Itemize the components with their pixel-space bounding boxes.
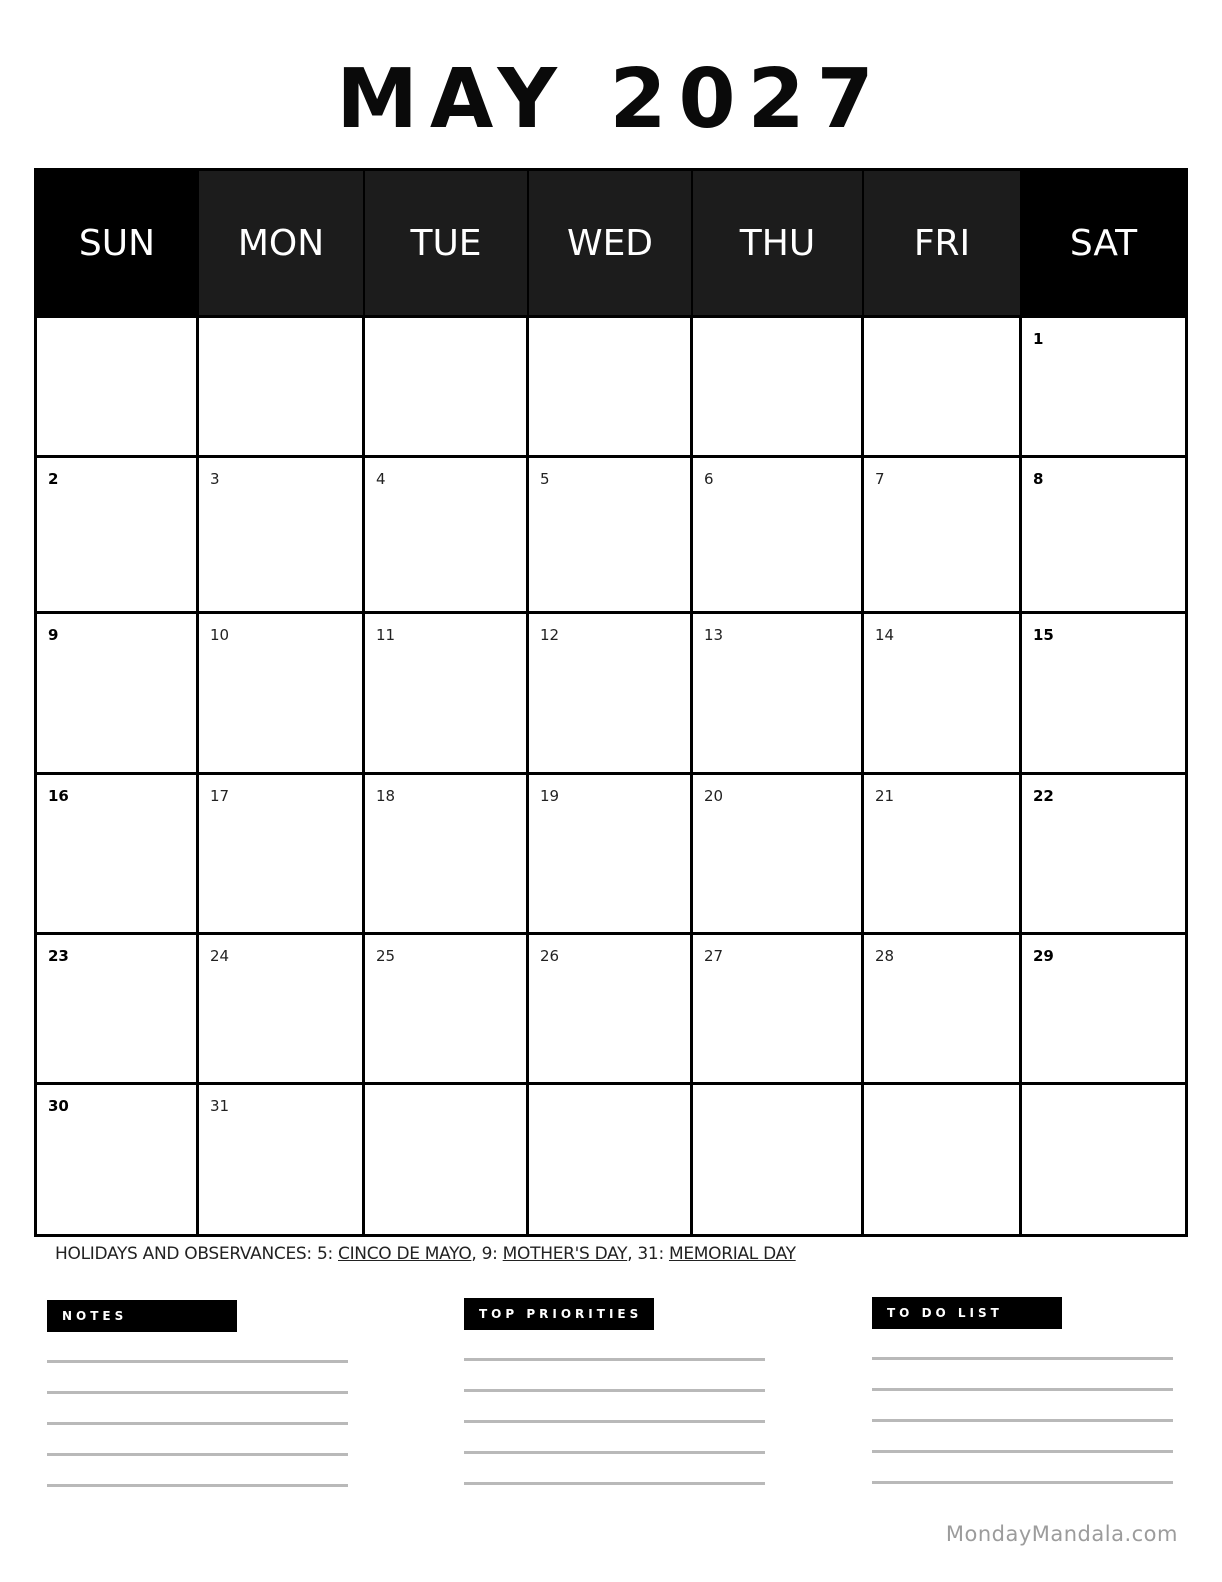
priority-line[interactable] (464, 1451, 765, 1454)
todo-section (872, 1297, 1174, 1484)
footer-watermark: MondayMandala.com (945, 1522, 1178, 1546)
day-cell[interactable] (37, 775, 199, 932)
holidays-separator: , 31: (627, 1244, 669, 1264)
note-line[interactable] (47, 1453, 348, 1456)
week-row (37, 611, 1185, 772)
day-number: 7 (875, 470, 885, 488)
empty-day-cell[interactable] (864, 1085, 1022, 1237)
todo-line[interactable] (872, 1481, 1173, 1484)
todo-line[interactable] (872, 1419, 1173, 1422)
day-number: 23 (48, 947, 69, 965)
day-cell[interactable] (864, 935, 1022, 1082)
calendar-grid (34, 168, 1188, 1237)
weekday-header (37, 171, 1185, 315)
day-cell[interactable] (199, 458, 365, 611)
day-number: 12 (540, 626, 560, 644)
weekday-thu: THU (693, 171, 864, 315)
day-cell[interactable] (365, 614, 529, 772)
weekday-sun: SUN (37, 171, 199, 315)
day-cell[interactable] (693, 935, 864, 1082)
day-number: 14 (875, 626, 895, 644)
day-cell[interactable] (365, 775, 529, 932)
holidays-separator: , 9: (471, 1244, 503, 1264)
day-number: 20 (704, 787, 724, 805)
day-number: 3 (210, 470, 220, 488)
day-number: 11 (376, 626, 396, 644)
week-row (37, 772, 1185, 932)
day-cell[interactable] (199, 775, 365, 932)
day-number: 6 (704, 470, 714, 488)
day-cell[interactable] (693, 614, 864, 772)
day-number: 15 (1033, 626, 1054, 644)
notes-section (47, 1300, 349, 1487)
empty-day-cell[interactable] (693, 1085, 864, 1237)
day-cell[interactable] (529, 614, 693, 772)
day-number: 8 (1033, 470, 1044, 488)
day-cell[interactable] (199, 614, 365, 772)
day-cell[interactable] (365, 458, 529, 611)
day-number: 16 (48, 787, 69, 805)
week-row (37, 455, 1185, 611)
day-cell[interactable] (1022, 458, 1185, 611)
day-number: 9 (48, 626, 59, 644)
todo-line[interactable] (872, 1357, 1173, 1360)
day-cell[interactable] (864, 775, 1022, 932)
note-line[interactable] (47, 1391, 348, 1394)
day-number: 5 (540, 470, 550, 488)
day-cell[interactable] (529, 935, 693, 1082)
holiday-mothers-day: MOTHER'S DAY (502, 1244, 628, 1264)
weekday-mon: MON (199, 171, 365, 315)
priority-line[interactable] (464, 1482, 765, 1485)
empty-day-cell[interactable] (37, 318, 199, 455)
weekday-sat: SAT (1022, 171, 1185, 315)
note-line[interactable] (47, 1360, 348, 1363)
day-number: 29 (1033, 947, 1054, 965)
week-row (37, 315, 1185, 455)
day-cell[interactable] (365, 935, 529, 1082)
todo-label: TO DO LIST (872, 1297, 1062, 1329)
weekday-tue: TUE (365, 171, 529, 315)
day-cell[interactable] (1022, 935, 1185, 1082)
todo-line[interactable] (872, 1450, 1173, 1453)
holiday-memorial-day: MEMORIAL DAY (668, 1244, 796, 1264)
day-number: 19 (540, 787, 560, 805)
top-priorities-label: TOP PRIORITIES (464, 1298, 654, 1330)
week-row (37, 1082, 1185, 1237)
day-number: 22 (1033, 787, 1054, 805)
day-cell[interactable] (864, 614, 1022, 772)
day-number: 27 (704, 947, 724, 965)
day-number: 10 (210, 626, 230, 644)
day-cell[interactable] (37, 1085, 199, 1237)
empty-day-cell[interactable] (693, 318, 864, 455)
priority-line[interactable] (464, 1358, 765, 1361)
weekday-wed: WED (529, 171, 693, 315)
day-cell[interactable] (864, 458, 1022, 611)
empty-day-cell[interactable] (365, 1085, 529, 1237)
weekday-fri: FRI (864, 171, 1022, 315)
day-number: 17 (210, 787, 230, 805)
todo-line[interactable] (872, 1388, 1173, 1391)
holidays-prefix: HOLIDAYS AND OBSERVANCES: 5: (55, 1244, 338, 1264)
day-cell[interactable] (37, 935, 199, 1082)
day-number: 18 (376, 787, 396, 805)
empty-day-cell[interactable] (529, 1085, 693, 1237)
priority-line[interactable] (464, 1389, 765, 1392)
day-cell[interactable] (199, 935, 365, 1082)
day-number: 26 (540, 947, 560, 965)
day-number: 2 (48, 470, 59, 488)
empty-day-cell[interactable] (365, 318, 529, 455)
day-number: 30 (48, 1097, 69, 1115)
day-number: 31 (210, 1097, 230, 1115)
day-cell[interactable] (529, 458, 693, 611)
day-number: 24 (210, 947, 230, 965)
priority-line[interactable] (464, 1420, 765, 1423)
empty-day-cell[interactable] (529, 318, 693, 455)
day-number: 25 (376, 947, 396, 965)
empty-day-cell[interactable] (864, 318, 1022, 455)
day-number: 28 (875, 947, 895, 965)
note-line[interactable] (47, 1422, 348, 1425)
week-row (37, 932, 1185, 1082)
day-cell[interactable] (199, 1085, 365, 1237)
day-cell[interactable] (37, 458, 199, 611)
top-priorities-section (464, 1298, 766, 1485)
notes-label: NOTES (47, 1300, 237, 1332)
day-number: 1 (1033, 330, 1044, 348)
note-line[interactable] (47, 1484, 348, 1487)
day-cell[interactable] (1022, 318, 1185, 455)
holidays-note (55, 1244, 796, 1264)
empty-day-cell[interactable] (199, 318, 365, 455)
day-cell[interactable] (37, 614, 199, 772)
day-cell[interactable] (1022, 614, 1185, 772)
day-number: 13 (704, 626, 724, 644)
day-cell[interactable] (693, 775, 864, 932)
day-number: 4 (376, 470, 386, 488)
day-cell[interactable] (529, 775, 693, 932)
day-cell[interactable] (1022, 775, 1185, 932)
empty-day-cell[interactable] (1022, 1085, 1185, 1237)
page-title: MAY 2027 (336, 52, 886, 147)
day-cell[interactable] (693, 458, 864, 611)
day-number: 21 (875, 787, 895, 805)
holiday-cinco-de-mayo: CINCO DE MAYO (338, 1244, 472, 1264)
